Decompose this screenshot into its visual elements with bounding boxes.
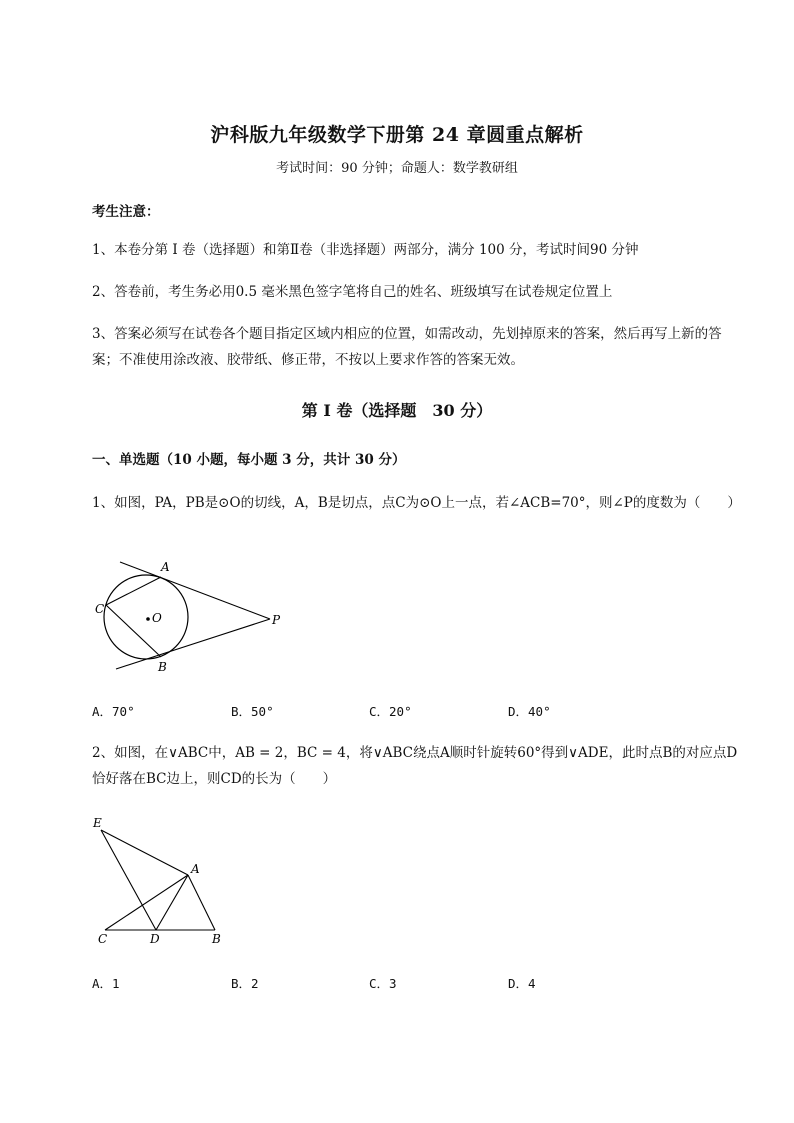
point-P-label: P: [272, 613, 281, 627]
point-A-label: A: [161, 560, 170, 574]
part-heading: 一、单选题（10 小题，每小题 3 分，共计 30 分）: [92, 452, 406, 468]
point-B-label: B: [212, 932, 221, 946]
question-2-text: 2、如图，在∨ABC中，AB = 2，BC = 4，将∨ABC绕点A顺时针旋转60°得到∨ADE，此时点B的对应点D恰好落在BC边上，则CD的长为（ ）: [92, 745, 738, 787]
point-A-label: A: [191, 862, 200, 876]
question-2-figure: [88, 808, 238, 953]
point-E-label: E: [93, 816, 102, 830]
point-O-label: O: [152, 611, 162, 625]
option-d[interactable]: D．40°: [508, 704, 551, 719]
option-a[interactable]: A．70°: [92, 704, 135, 719]
option-b[interactable]: B．50°: [231, 704, 274, 719]
notice-item-1: 1、本卷分第 I 卷（选择题）和第Ⅱ卷（非选择题）两部分，满分 100 分，考试时间90 分钟: [92, 242, 639, 258]
option-b[interactable]: B．2: [231, 976, 259, 991]
question-1-figure: [88, 555, 288, 680]
section-title: 第 I 卷（选择题 30 分）: [301, 401, 493, 420]
option-a[interactable]: A．1: [92, 976, 120, 991]
option-c[interactable]: C．20°: [369, 704, 412, 719]
notice-item-3: 3、答案必须写在试卷各个题目指定区域内相应的位置，如需改动，先划掉原来的答案，然后再写上新的答案；不准使用涂改液、胶带纸、修正带，不按以上要求作答的答案无效。: [92, 326, 722, 368]
point-B-label: B: [158, 660, 167, 674]
point-D-label: D: [150, 932, 160, 946]
point-C-label: C: [95, 602, 105, 616]
notice-heading: 考生注意：: [92, 204, 160, 220]
question-1-text: 1、如图，PA，PB是⊙O的切线，A，B是切点，点C为⊙O上一点，若∠ACB=70°，则∠P的度数为（ ）: [92, 495, 741, 511]
page-title: 沪科版九年级数学下册第 24 章圆重点解析: [210, 124, 584, 146]
point-C-label: C: [98, 932, 108, 946]
exam-info: 考试时间：90 分钟；命题人：数学教研组: [276, 161, 518, 176]
notice-item-2: 2、答卷前，考生务必用0.5 毫米黑色签字笔将自己的姓名、班级填写在试卷规定位置上: [92, 284, 613, 300]
option-c[interactable]: C．3: [369, 976, 397, 991]
option-d[interactable]: D．4: [508, 976, 536, 991]
